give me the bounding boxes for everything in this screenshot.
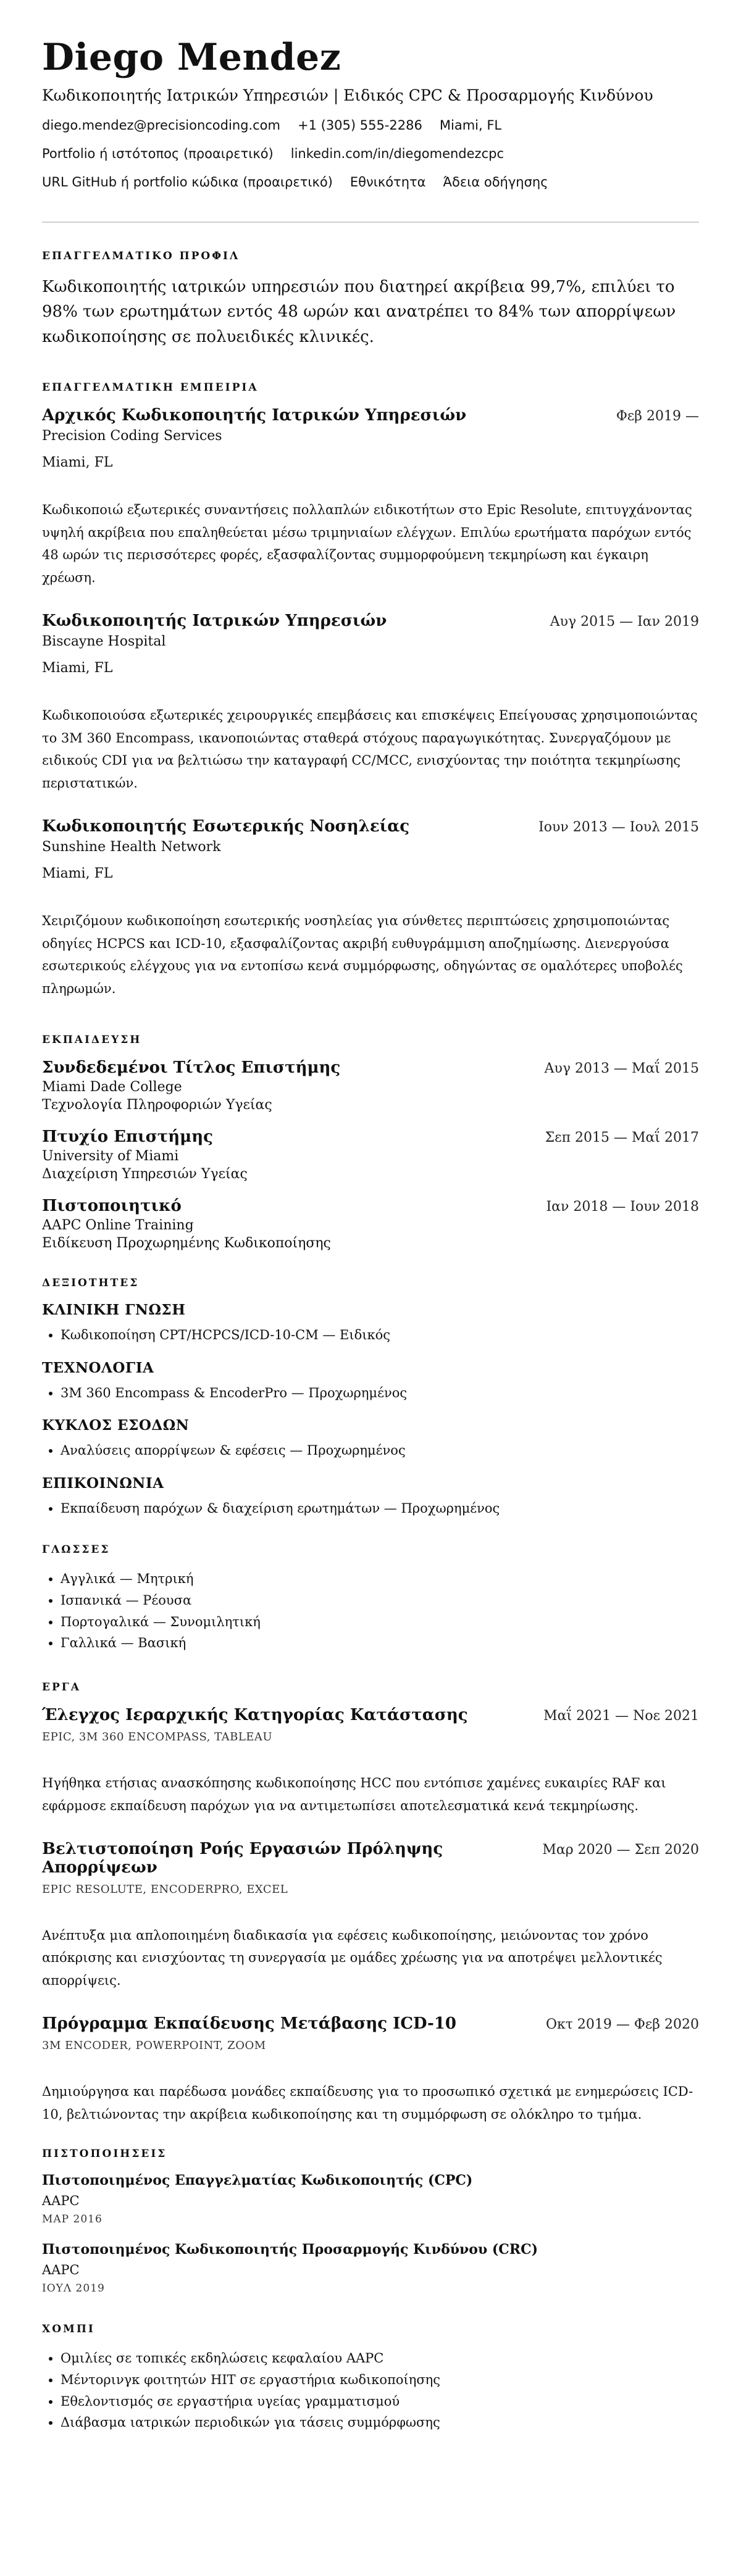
education-item <box>42 1197 699 1251</box>
project-item <box>42 1840 699 1992</box>
skill-category: ΤΕΧΝΟΛΟΓΙΑ <box>42 1359 154 1376</box>
certification-org: AAPC <box>42 2262 80 2278</box>
languages-list <box>42 1568 699 1654</box>
job-dates: Ιουν 2013 — Ιουλ 2015 <box>538 819 699 835</box>
school-name: Miami Dade College <box>42 1079 182 1095</box>
drivers-license: Άδεια οδήγησης <box>443 175 548 189</box>
degree-dates: Ιαν 2018 — Ιουν 2018 <box>546 1199 699 1215</box>
job-description: Κωδικοποιούσα εξωτερικές χειρουργικές επεμβάσεις και επισκέψεις Επείγουσας χρησιμοποιώντας το 3M 360 Encompass, ικανοποιώντας σταθερά στόχους παραγωγικότητας. Συνεργαζόμουν με ειδικούς CDI για να βελτιώσω την καταγραφή CC/MCC, ενισχύοντας την ποιότητα τεκμηρίωσης περιστατικών. <box>42 707 698 791</box>
project-title: Πρόγραμμα Εκπαίδευσης Μετάβασης ICD-10 <box>42 2014 457 2033</box>
skill-item: • Κωδικοποίηση CPT/HCPCS/ICD-10-CM — Ειδικός <box>61 1324 699 1346</box>
linkedin-link[interactable]: linkedin.com/in/diegomendezcpc <box>290 146 504 161</box>
hobbies-list <box>42 2348 699 2433</box>
job-description: Κωδικοποιώ εξωτερικές συναντήσεις πολλαπλών ειδικοτήτων στο Epic Resolute, επιτυγχάνοντας υψηλή ακρίβεια που επαληθεύεται μέσω τριμηνιαίων ελέγχων. Επιλύω ερωτήματα παρόχων εντός 48 ωρών τις περισσότερες φορές, εξασφαλίζοντας συμμορφούμενη τεκμηρίωση και έγκαιρη χρέωση. <box>42 502 692 586</box>
job-location: Miami, FL <box>42 865 113 881</box>
job-company: Biscayne Hospital <box>42 633 166 649</box>
project-dates: Μαΐ 2021 — Νοε 2021 <box>543 1708 699 1724</box>
hobby-item: • Μέντορινγκ φοιτητών HIT σε εργαστήρια κωδικοποίησης <box>61 2369 699 2391</box>
job-company: Precision Coding Services <box>42 428 222 444</box>
skill-group <box>42 1475 699 1519</box>
certifications-heading: ΠΙΣΤΟΠΟΙΗΣΕΙΣ <box>42 2148 167 2161</box>
degree-title: Συνδεδεμένοι Τίτλος Επιστήμης <box>42 1058 341 1077</box>
experience-item <box>42 612 699 795</box>
hobby-item: • Ομιλίες σε τοπικές εκδηλώσεις κεφαλαίου AAPC <box>61 2348 699 2369</box>
degree-field: Τεχνολογία Πληροφοριών Υγείας <box>42 1097 272 1113</box>
skill-group <box>42 1417 699 1461</box>
summary-heading: ΕΠΑΓΓΕΛΜΑΤΙΚΟ ΠΡΟΦΙΛ <box>42 250 240 262</box>
degree-title: Πιστοποιητικό <box>42 1196 182 1215</box>
portfolio-link[interactable]: Portfolio ή ιστότοπος (προαιρετικό) <box>42 146 274 161</box>
job-dates: Φεβ 2019 — <box>616 408 699 424</box>
hobby-item: • Εθελοντισμός σε εργαστήρια υγείας γραμματισμού <box>61 2391 699 2412</box>
project-item <box>42 2014 699 2126</box>
degree-title: Πτυχίο Επιστήμης <box>42 1127 213 1146</box>
job-title: Κωδικοποιητής Ιατρικών Υπηρεσιών <box>42 611 387 630</box>
job-company: Sunshine Health Network <box>42 839 221 855</box>
project-title: Βελτιστοποίηση Ροής Εργασιών Πρόληψης Απορρίψεων <box>42 1839 443 1877</box>
project-dates: Οκτ 2019 — Φεβ 2020 <box>545 2016 699 2032</box>
education-item <box>42 1128 699 1182</box>
skills-heading: ΔΕΞΙΟΤΗΤΕΣ <box>42 1276 140 1289</box>
job-dates: Αυγ 2015 — Ιαν 2019 <box>550 613 699 629</box>
project-tools: EPIC, 3M 360 ENCOMPASS, TABLEAU <box>42 1730 273 1744</box>
job-location: Miami, FL <box>42 454 113 470</box>
email-link[interactable]: diego.mendez@precisioncoding.com <box>42 118 280 133</box>
certification-name: Πιστοποιημένος Κωδικοποιητής Προσαρμογής Κινδύνου (CRC) <box>42 2242 538 2258</box>
candidate-name: Diego Mendez <box>42 36 341 79</box>
project-description: Ανέπτυξα μια απλοποιημένη διαδικασία για εφέσεις κωδικοποίησης, μειώνοντας τον χρόνο απόκρισης και ενισχύοντας τη συνεργασία με ομάδες χρέωσης για να αποτρέψει μελλοντικές απορρίψεις. <box>42 1927 663 1988</box>
school-name: University of Miami <box>42 1148 179 1164</box>
experience-heading: ΕΠΑΓΓΕΛΜΑΤΙΚΗ ΕΜΠΕΙΡΙΑ <box>42 381 259 394</box>
hobbies-heading: ΧΟΜΠΙ <box>42 2323 95 2336</box>
project-dates: Μαρ 2020 — Σεπ 2020 <box>542 1842 699 1858</box>
project-description: Δημιούργησα και παρέδωσα μονάδες εκπαίδευσης για το προσωπικό σχετικά με ενημερώσεις ICD-10, βελτιώνοντας την ακρίβεια κωδικοποίησης και τη συμμόρφωση σε ολόκληρο το τμήμα. <box>42 2084 693 2122</box>
hobby-item: • Διάβασμα ιατρικών περιοδικών για τάσεις συμμόρφωσης <box>61 2412 699 2433</box>
projects-heading: ΕΡΓΑ <box>42 1681 81 1694</box>
project-tools: 3M ENCODER, POWERPOINT, ZOOM <box>42 2038 266 2052</box>
school-name: AAPC Online Training <box>42 1217 194 1233</box>
certification-name: Πιστοποιημένος Επαγγελματίας Κωδικοποιητής (CPC) <box>42 2172 473 2189</box>
project-title: Έλεγχος Ιεραρχικής Κατηγορίας Κατάστασης <box>42 1706 468 1725</box>
skill-group <box>42 1302 699 1346</box>
degree-dates: Σεπ 2015 — Μαΐ 2017 <box>545 1129 699 1145</box>
education-heading: ΕΚΠΑΙΔΕΥΣΗ <box>42 1033 142 1046</box>
experience-item <box>42 406 699 589</box>
project-description: Ηγήθηκα ετήσιας ανασκόπησης κωδικοποίησης HCC που εντόπισε χαμένες ευκαιρίες RAF και εφάρμοσε εκπαίδευση παρόχων για να αντιμετωπίσει αποτελεσματικά κενά τεκμηρίωσης. <box>42 1776 666 1813</box>
skill-group <box>42 1360 699 1404</box>
nationality: Εθνικότητα <box>350 175 426 189</box>
contact-links <box>42 146 699 161</box>
location: Miami, FL <box>439 118 502 133</box>
certification-date: ΜΑΡ 2016 <box>42 2213 103 2226</box>
certification-item <box>42 2172 699 2225</box>
project-tools: EPIC RESOLUTE, ENCODERPRO, EXCEL <box>42 1882 288 1896</box>
job-description: Χειριζόμουν κωδικοποίηση εσωτερικής νοσηλείας για σύνθετες περιπτώσεις χρησιμοποιώντας οδηγίες HCPCS και ICD-10, εξασφαλίζοντας ακριβή ευθυγράμμιση αποζημίωσης. Διενεργούσα εσωτερικούς ελέγχους για να εντοπίσω κενά συμμόρφωσης, οδηγώντας σε ομαλότερες υποβολές πληρωμών. <box>42 913 683 997</box>
certification-org: AAPC <box>42 2193 80 2209</box>
language-item: • Ισπανικά — Ρέουσα <box>61 1590 699 1611</box>
experience-item <box>42 817 699 1000</box>
language-item: • Αγγλικά — Μητρική <box>61 1568 699 1590</box>
languages-heading: ΓΛΩΣΣΕΣ <box>42 1544 111 1556</box>
job-location: Miami, FL <box>42 660 113 676</box>
skill-item: • 3M 360 Encompass & EncoderPro — Προχωρημένος <box>61 1382 699 1404</box>
header-divider <box>42 222 699 223</box>
job-title: Κωδικοποιητής Εσωτερικής Νοσηλείας <box>42 816 410 836</box>
skill-item: • Εκπαίδευση παρόχων & διαχείριση ερωτημάτων — Προχωρημένος <box>61 1498 699 1519</box>
language-item: • Γαλλικά — Βασική <box>61 1632 699 1654</box>
github-link[interactable]: URL GitHub ή portfolio κώδικα (προαιρετικό) <box>42 175 333 189</box>
job-title: Αρχικός Κωδικοποιητής Ιατρικών Υπηρεσιών <box>42 405 467 425</box>
skill-category: ΚΥΚΛΟΣ ΕΣΟΔΩΝ <box>42 1417 190 1434</box>
project-item <box>42 1706 699 1818</box>
language-item: • Πορτογαλικά — Συνομιλητική <box>61 1611 699 1633</box>
degree-field: Ειδίκευση Προχωρημένης Κωδικοποίησης <box>42 1235 331 1251</box>
certification-date: ΙΟΥΛ 2019 <box>42 2282 105 2295</box>
skill-category: ΕΠΙΚΟΙΝΩΝΙΑ <box>42 1474 164 1492</box>
certification-item <box>42 2242 699 2295</box>
degree-dates: Αυγ 2013 — Μαΐ 2015 <box>544 1060 699 1076</box>
phone-number[interactable]: +1 (305) 555-2286 <box>298 118 422 133</box>
skill-category: ΚΛΙΝΙΚΗ ΓΝΩΣΗ <box>42 1301 186 1318</box>
summary-text: Κωδικοποιητής ιατρικών υπηρεσιών που διατηρεί ακρίβεια 99,7%, επιλύει το 98% των ερωτημάτων εντός 48 ωρών και ανατρέπει το 84% των απορρίψεων κωδικοποίησης σε πολυειδικές κλινικές. <box>42 278 676 346</box>
degree-field: Διαχείριση Υπηρεσιών Υγείας <box>42 1166 248 1182</box>
contact-extra <box>42 175 699 189</box>
skill-item: • Αναλύσεις απορρίψεων & εφέσεις — Προχωρημένος <box>61 1440 699 1461</box>
contact-info <box>42 118 699 133</box>
education-item <box>42 1058 699 1113</box>
candidate-headline: Κωδικοποιητής Ιατρικών Υπηρεσιών | Ειδικός CPC & Προσαρμογής Κινδύνου <box>42 86 653 104</box>
